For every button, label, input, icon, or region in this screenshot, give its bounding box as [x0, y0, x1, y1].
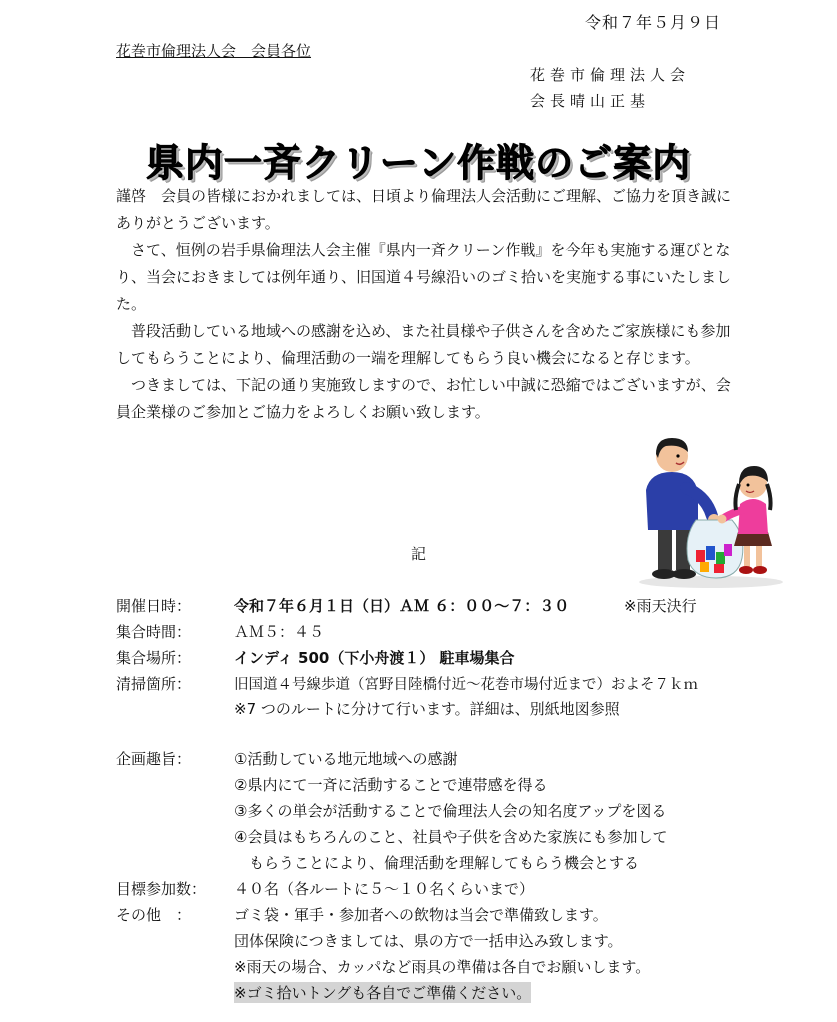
assembly-time-value: ＡＭ５：４５	[234, 623, 325, 641]
purpose-item: ③多くの単会が活動することで倫理法人会の知名度アップを図る	[234, 802, 667, 820]
other-item: ※雨天の場合、カッパなど雨具の準備は各自でお願いします。	[234, 958, 651, 976]
ki-heading: 記	[410, 545, 426, 563]
purpose-item: もらうことにより、倫理活動を理解してもらう機会とする	[234, 854, 640, 872]
target-label: 目標参加数：	[116, 880, 207, 898]
paragraph-announcement: さて、恒例の岩手県倫理法人会主催『県内一斉クリーン作戦』を今年も実施する運びとなり、当会におきましては例年通り、旧国道４号線沿いのゴミ拾いを実施する事にいたしました。	[116, 241, 732, 313]
paragraph-request: つきましては、下記の通り実施致しますので、お忙しい中誠に恐縮ではございますが、会員企業様のご参加とご協力をよろしくお願い致します。	[116, 376, 731, 421]
document-date: 令和７年５月９日	[584, 13, 721, 32]
assembly-time-label: 集合時間：	[116, 623, 192, 641]
date-note: ※雨天決行	[624, 597, 697, 615]
purpose-item: ②県内にて一斉に活動することで連帯感を得る	[234, 776, 548, 794]
addressee: 花巻市倫理法人会 会員各位	[116, 42, 312, 60]
purpose-label: 企画趣旨：	[116, 750, 192, 768]
document-title: 県内一斉クリーン作戦のご案内	[145, 141, 692, 185]
sender-organization: 花巻市倫理法人会	[530, 66, 691, 84]
other-item-highlighted: ※ゴミ拾いトングも各自でご準備ください。	[234, 984, 532, 1002]
body-text	[116, 183, 731, 426]
date-value: 令和７年６月１日（日）ＡＭ ６：００～７：３０	[234, 597, 570, 615]
assembly-place-label: 集合場所：	[116, 649, 192, 667]
purpose-item: ④会員はもちろんのこと、社員や子供を含めた家族にも参加して	[234, 828, 668, 846]
sender-president: 会長晴山正基	[530, 92, 651, 110]
assembly-place-value: インディ 500（下小舟渡１） 駐車場集合	[234, 649, 515, 667]
purpose-item: ①活動している地元地域への感謝	[234, 750, 458, 768]
cleaning-value: 旧国道４号線歩道（宮野目陸橋付近～花巻市場付近まで）およそ７ｋｍ	[234, 677, 698, 693]
target-value: ４０名（各ルートに５～１０名くらいまで）	[234, 880, 535, 898]
paragraph-purpose: 普段活動している地域への感謝を込め、また社員様や子供さんを含めたご家族様にも参加してもらうことにより、倫理活動の一端を理解してもらう良い機会になると存じます。	[116, 322, 731, 367]
other-item: 団体保険につきましては、県の方で一括申込み致します。	[234, 932, 623, 950]
paragraph-greeting: 謹啓 会員の皆様におかれましては、日頃より倫理法人会活動にご理解、ご協力を頂き誠にありがとうございます。	[116, 187, 732, 232]
cleaning-note: ※7 つのルートに分けて行います。詳細は、別紙地図参照	[234, 700, 620, 718]
other-item: ゴミ袋・軍手・参加者への飲物は当会で準備致します。	[234, 906, 608, 924]
cleaning-label: 清掃箇所：	[116, 675, 192, 693]
date-label: 開催日時：	[116, 597, 192, 615]
cleanup-illustration-icon	[636, 432, 786, 590]
other-label: その他 ：	[116, 906, 192, 924]
